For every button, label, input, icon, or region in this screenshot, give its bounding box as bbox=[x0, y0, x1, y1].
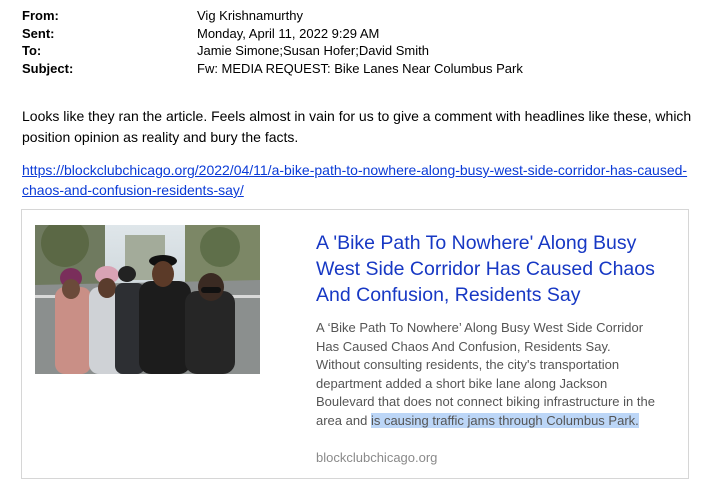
article-title-link[interactable]: A 'Bike Path To Nowhere' Along Busy West Side Corridor Has Caused Chaos And Confusion, Residents Say bbox=[316, 232, 655, 306]
article-link[interactable]: https://blockclubchicago.org/2022/04/11/a-bike-path-to-nowhere-along-busy-west-side-corridor-has-caused-chaos-and-confusion-residents-say/ bbox=[22, 162, 688, 198]
sent-row bbox=[22, 25, 523, 43]
from-label: From: bbox=[22, 8, 59, 23]
subject-label: Subject: bbox=[22, 60, 74, 76]
highlighted-text: is causing traffic jams through Columbus Park. bbox=[370, 412, 639, 428]
sent-label: Sent: bbox=[22, 25, 55, 41]
article-domain: blockclubchicago.org bbox=[316, 450, 438, 465]
to-value: Jamie Simone;Susan Hofer;David Smith bbox=[197, 43, 429, 58]
link-preview-card[interactable] bbox=[21, 209, 689, 479]
article-description-text: A ‘Bike Path To Nowhere’ Along Busy West Side Corridor Has Caused Chaos And Confusion, Residents Say. Without consulting residents, the city's transportation department added a short bike lane along Jackson Boulevard that does not connect biking infrastructure in the area and bbox=[316, 320, 655, 428]
email-body-text: Looks like they ran the article. Feels almost in vain for us to give a comment with headlines like these, which position opinion as reality and bury the facts. bbox=[22, 108, 692, 145]
to-row bbox=[22, 42, 523, 60]
article-photo-illustration bbox=[35, 225, 260, 374]
subject-value: Fw: MEDIA REQUEST: Bike Lanes Near Columbus Park bbox=[197, 60, 523, 76]
from-row bbox=[22, 7, 523, 25]
article-photo-icon[interactable] bbox=[35, 225, 260, 374]
to-label: To: bbox=[22, 43, 42, 58]
email-header bbox=[22, 7, 523, 77]
sent-value: Monday, April 11, 2022 9:29 AM bbox=[197, 25, 380, 41]
subject-row bbox=[22, 60, 523, 78]
article-description bbox=[316, 319, 656, 430]
from-value: Vig Krishnamurthy bbox=[197, 8, 303, 23]
